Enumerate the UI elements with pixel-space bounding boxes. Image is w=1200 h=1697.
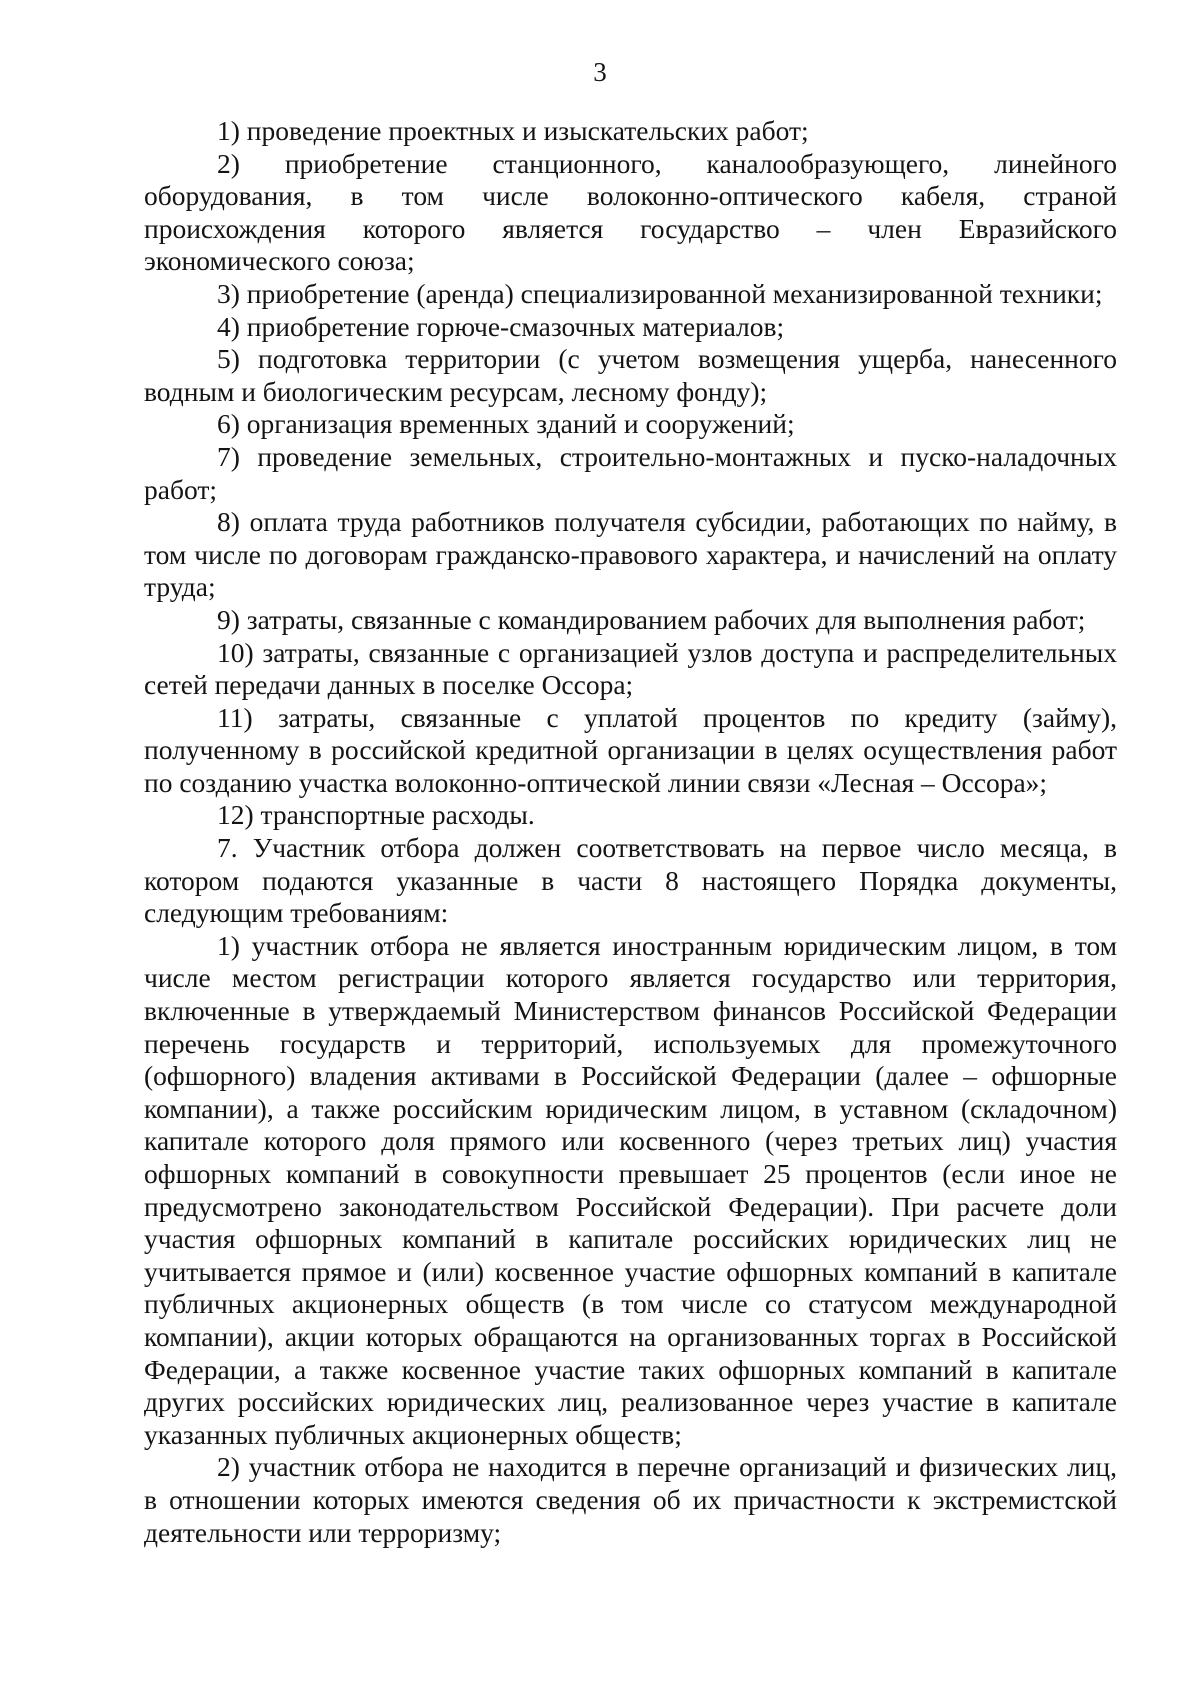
paragraph-item-2: 2) приобретение станционного, каналообразующего, линейного оборудования, в том числе волоконно-оптического кабеля, страной происхождения которого является государство – член Евразийского экономического союза;	[144, 147, 1117, 277]
paragraph-item-8: 8) оплата труда работников получателя субсидии, работающих по найму, в том числе по договорам гражданско-правового характера, и начислений на оплату труда;	[144, 506, 1117, 603]
requirement-2: 2) участник отбора не находится в перечне организаций и физических лиц, в отношении которых имеются сведения об их причастности к экстремистской деятельности или терроризму;	[144, 1451, 1117, 1548]
page-number: 3	[593, 57, 607, 87]
paragraph-item-9: 9) затраты, связанные с командированием рабочих для выполнения работ;	[217, 603, 1086, 635]
paragraph-item-7: 7) проведение земельных, строительно-монтажных и пуско-наладочных работ;	[144, 440, 1117, 505]
paragraph-item-5: 5) подготовка территории (с учетом возмещения ущерба, нанесенного водным и биологическим ресурсам, лесному фонду);	[144, 343, 1117, 407]
paragraph-item-3: 3) приобретение (аренда) специализированной механизированной техники;	[217, 277, 1103, 309]
paragraph-item-1: 1) проведение проектных и изыскательских работ;	[217, 115, 809, 146]
paragraph-item-4: 4) приобретение горюче-смазочных материалов;	[217, 310, 785, 342]
document-body	[144, 115, 1117, 1549]
paragraph-item-6: 6) организация временных зданий и сооружений;	[217, 408, 795, 440]
section-7-intro: 7. Участник отбора должен соответствовать на первое число месяца, в котором подаются указанные в части 8 настоящего Порядка документы, следующим требованиям:	[144, 832, 1117, 929]
requirement-1: 1) участник отбора не является иностранным юридическим лицом, в том числе местом регистрации которого является государство или территория, включенные в утверждаемый Министерством финансов Российской Федерации перечень государств и территорий, используемых для промежуточного (офшорного) владения активами в Российской Федерации (далее – офшорные компании), а также российским юридическим лицом, в уставном (складочном) капитале которого доля прямого или косвенного (через третьих лиц) участия офшорных компаний в совокупности превышает 25 процентов (если иное не предусмотрено законодательством Российской Федерации). При расчете доли участия офшорных компаний в капитале российских юридических лиц не учитывается прямое и (или) косвенное участие офшорных компаний в капитале публичных акционерных обществ (в том числе со статусом международной компании), акции которых обращаются на организованных торгах в Российской Федерации, а также косвенное участие таких офшорных компаний в капитале других российских юридических лиц, реализованное через участие в капитале указанных публичных акционерных обществ;	[144, 929, 1117, 1450]
paragraph-item-12: 12) транспортные расходы.	[217, 799, 535, 831]
paragraph-item-11: 11) затраты, связанные с уплатой процентов по кредиту (займу), полученному в российской кредитной организации в целях осуществления работ по созданию участка волоконно-оптической линии связи «Лесная – Оссора»;	[144, 701, 1117, 798]
paragraph-item-10: 10) затраты, связанные с организацией узлов доступа и распределительных сетей передачи данных в поселке Оссора;	[144, 636, 1117, 701]
